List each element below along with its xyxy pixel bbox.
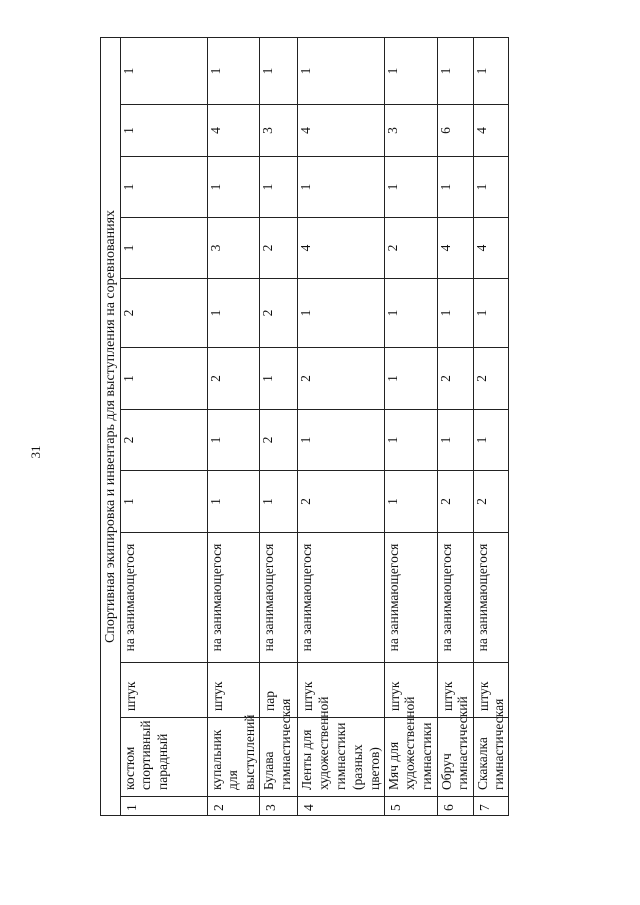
value-cell: 4	[207, 105, 260, 157]
value-cell: 1	[298, 157, 384, 218]
per-whom-cell: на занимающегося	[298, 533, 384, 663]
per-whom-cell: на занимающегося	[473, 533, 509, 663]
row-number: 4	[298, 797, 384, 816]
row-number: 3	[260, 797, 298, 816]
value-cell: 1	[437, 37, 473, 104]
value-cell: 2	[120, 410, 207, 471]
value-cell: 1	[120, 105, 207, 157]
item-name: купальник для выступлений	[207, 718, 260, 797]
unit-cell: штук	[120, 663, 207, 718]
value-cell: 2	[298, 348, 384, 410]
table-row	[120, 37, 207, 815]
value-cell: 2	[207, 348, 260, 410]
table-row	[260, 37, 298, 815]
equipment-table	[100, 37, 509, 816]
item-name: Ленты для художественной гимнастики (разных цветов)	[298, 718, 384, 797]
table-row	[437, 37, 473, 815]
value-cell: 1	[437, 279, 473, 348]
value-cell: 6	[437, 105, 473, 157]
value-cell: 2	[120, 279, 207, 348]
value-cell: 3	[384, 105, 437, 157]
unit-cell: штук	[207, 663, 260, 718]
value-cell: 1	[473, 37, 509, 104]
item-name: Мяч для художественной гимнастики	[384, 718, 437, 797]
value-cell: 1	[207, 410, 260, 471]
value-cell: 1	[437, 410, 473, 471]
value-cell: 1	[207, 471, 260, 533]
row-number: 5	[384, 797, 437, 816]
section-title-row	[101, 37, 121, 815]
value-cell: 1	[120, 157, 207, 218]
value-cell: 1	[260, 471, 298, 533]
per-whom-cell: на занимающегося	[120, 533, 207, 663]
table-row	[207, 37, 260, 815]
value-cell: 1	[260, 37, 298, 104]
value-cell: 1	[384, 279, 437, 348]
value-cell: 2	[437, 348, 473, 410]
value-cell: 1	[384, 348, 437, 410]
rotated-table-container	[100, 38, 507, 816]
value-cell: 4	[473, 218, 509, 279]
table-row	[298, 37, 384, 815]
row-number: 2	[207, 797, 260, 816]
value-cell: 4	[298, 218, 384, 279]
item-name: Скакалка гимнастическая	[473, 718, 509, 797]
value-cell: 2	[473, 471, 509, 533]
unit-cell: штук	[298, 663, 384, 718]
value-cell: 1	[207, 37, 260, 104]
row-number: 7	[473, 797, 509, 816]
per-whom-cell: на занимающегося	[207, 533, 260, 663]
value-cell: 1	[473, 410, 509, 471]
value-cell: 1	[120, 471, 207, 533]
item-name: Булава гимнастическая	[260, 718, 298, 797]
value-cell: 4	[298, 105, 384, 157]
value-cell: 2	[298, 471, 384, 533]
value-cell: 3	[207, 218, 260, 279]
table-row	[384, 37, 437, 815]
row-number: 6	[437, 797, 473, 816]
value-cell: 2	[260, 410, 298, 471]
item-name: костюм спортивный парадный	[120, 718, 207, 797]
unit-cell: штук	[437, 663, 473, 718]
row-number: 1	[120, 797, 207, 816]
value-cell: 1	[120, 37, 207, 104]
value-cell: 3	[260, 105, 298, 157]
value-cell: 2	[437, 471, 473, 533]
value-cell: 1	[473, 279, 509, 348]
per-whom-cell: на занимающегося	[384, 533, 437, 663]
value-cell: 2	[384, 218, 437, 279]
per-whom-cell: на занимающегося	[437, 533, 473, 663]
unit-cell: штук	[384, 663, 437, 718]
value-cell: 1	[298, 279, 384, 348]
value-cell: 4	[437, 218, 473, 279]
value-cell: 1	[298, 410, 384, 471]
section-title: Спортивная экипировка и инвентарь для выступления на соревнованиях	[101, 37, 121, 815]
per-whom-cell: на занимающегося	[260, 533, 298, 663]
value-cell: 1	[120, 218, 207, 279]
value-cell: 1	[384, 157, 437, 218]
value-cell: 1	[384, 37, 437, 104]
table-row	[473, 37, 509, 815]
unit-cell: пар	[260, 663, 298, 718]
value-cell: 1	[473, 157, 509, 218]
value-cell: 1	[384, 471, 437, 533]
value-cell: 1	[260, 348, 298, 410]
item-name: Обруч гимнастический	[437, 718, 473, 797]
value-cell: 2	[260, 279, 298, 348]
value-cell: 1	[298, 37, 384, 104]
value-cell: 4	[473, 105, 509, 157]
value-cell: 2	[260, 218, 298, 279]
value-cell: 1	[120, 348, 207, 410]
value-cell: 1	[260, 157, 298, 218]
value-cell: 1	[207, 279, 260, 348]
value-cell: 2	[473, 348, 509, 410]
value-cell: 1	[384, 410, 437, 471]
value-cell: 1	[207, 157, 260, 218]
unit-cell: штук	[473, 663, 509, 718]
page-number: 31	[28, 445, 43, 459]
value-cell: 1	[437, 157, 473, 218]
